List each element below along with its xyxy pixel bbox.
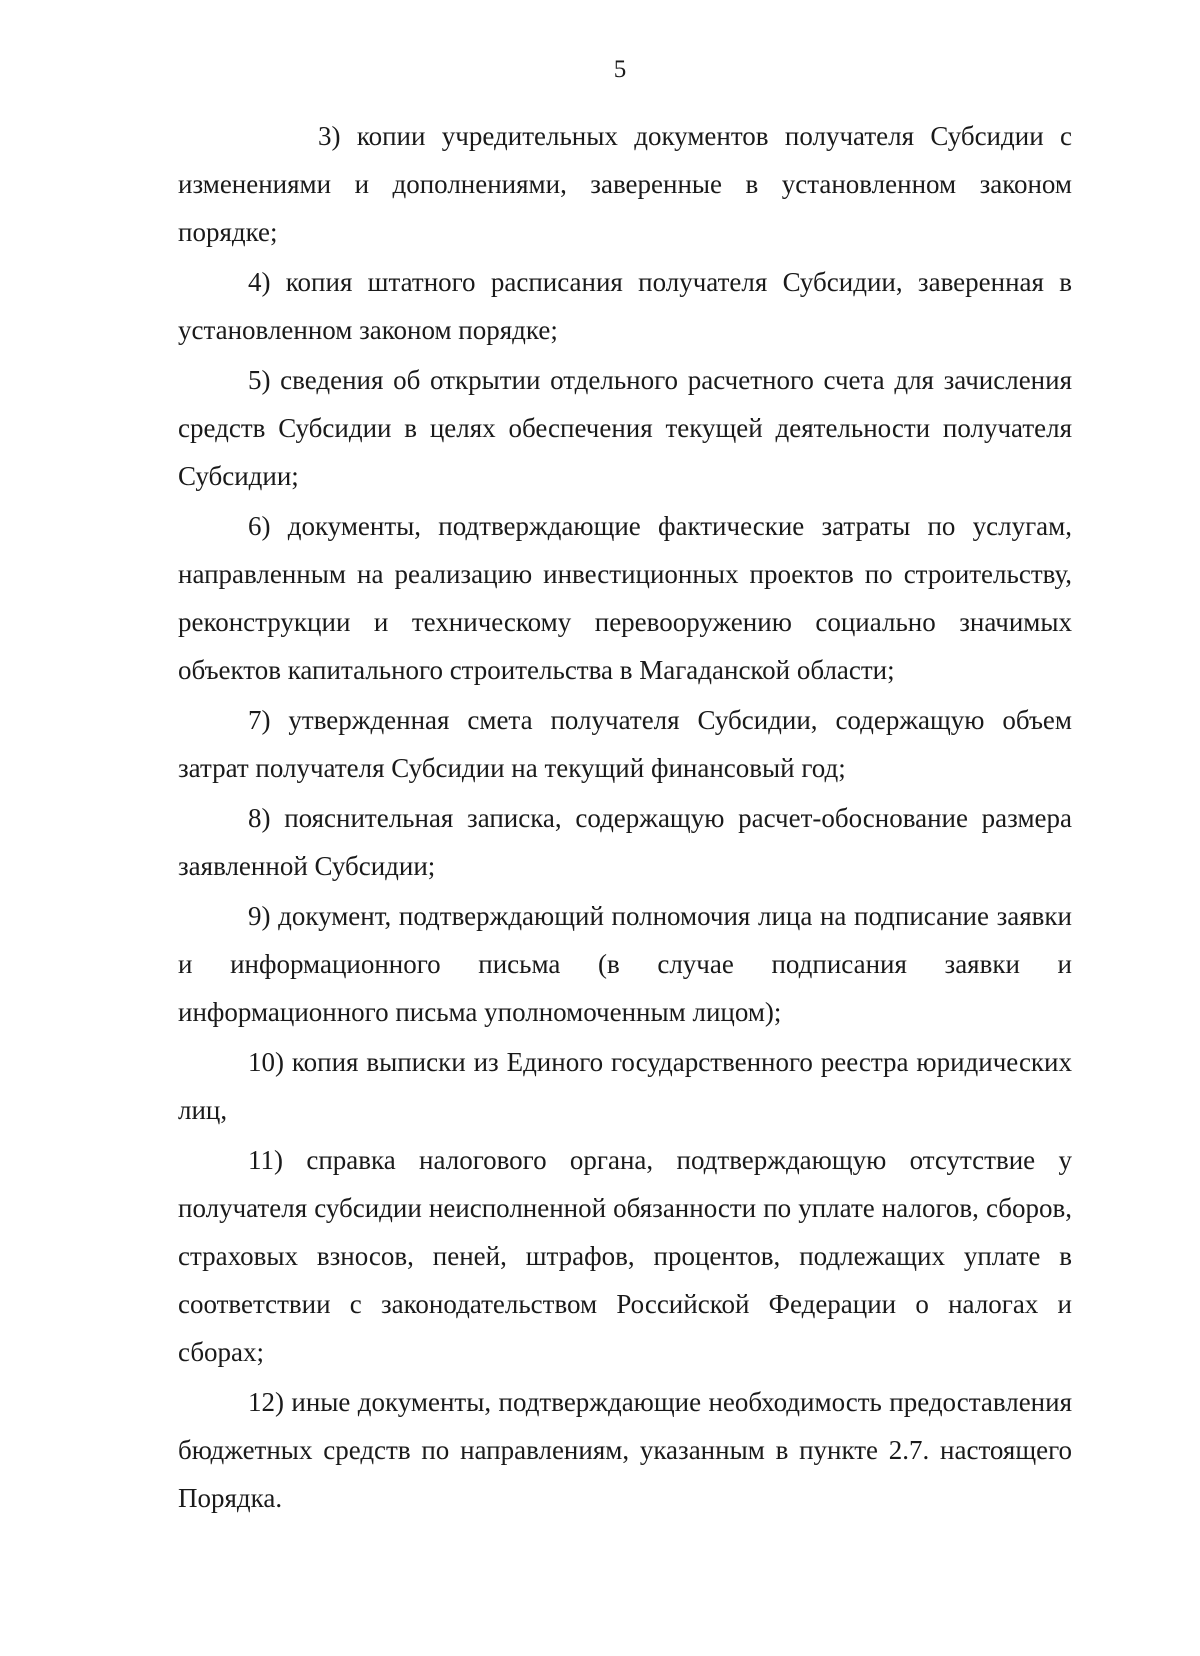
paragraph-item-6: 6) документы, подтверждающие фактические затраты по услугам, направленным на реализацию инвестиционных проектов по строительству, реконструкции и техническому перевооружению социально значимых объектов капитального строительства в Магаданской области; (178, 511, 1072, 685)
paragraph-item-12: 12) иные документы, подтверждающие необходимость предоставления бюджетных средств по направлениям, указанным в пункте 2.7. настоящего Порядка. (178, 1387, 1072, 1513)
paragraph-item-4: 4) копия штатного расписания получателя Субсидии, заверенная в установленном законом порядке; (178, 267, 1072, 345)
paragraph-item-5: 5) сведения об открытии отдельного расчетного счета для зачисления средств Субсидии в целях обеспечения текущей деятельности получателя Субсидии; (178, 365, 1072, 491)
paragraph-item-10: 10) копия выписки из Единого государственного реестра юридических лиц, (178, 1047, 1072, 1125)
paragraph-item-11: 11) справка налогового органа, подтверждающую отсутствие у получателя субсидии неисполненной обязанности по уплате налогов, сборов, страховых взносов, пеней, штрафов, процентов, подлежащих уплате в соответствии с законодательством Российской Федерации о налогах и сборах; (178, 1145, 1072, 1367)
paragraph-item-9: 9) документ, подтверждающий полномочия лица на подписание заявки и информационного письма (в случае подписания заявки и информационного письма уполномоченным лицом); (178, 901, 1072, 1027)
paragraph-item-8: 8) пояснительная записка, содержащую расчет-обоснование размера заявленной Субсидии; (178, 803, 1072, 881)
paragraph-item-7: 7) утвержденная смета получателя Субсидии, содержащую объем затрат получателя Субсидии на текущий финансовый год; (178, 705, 1072, 783)
document-body (178, 112, 1072, 1524)
paragraph-item-3: 3) копии учредительных документов получателя Субсидии с изменениями и дополнениями, заверенные в установленном законом порядке; (178, 121, 1072, 247)
page-number: 5 (613, 56, 627, 83)
